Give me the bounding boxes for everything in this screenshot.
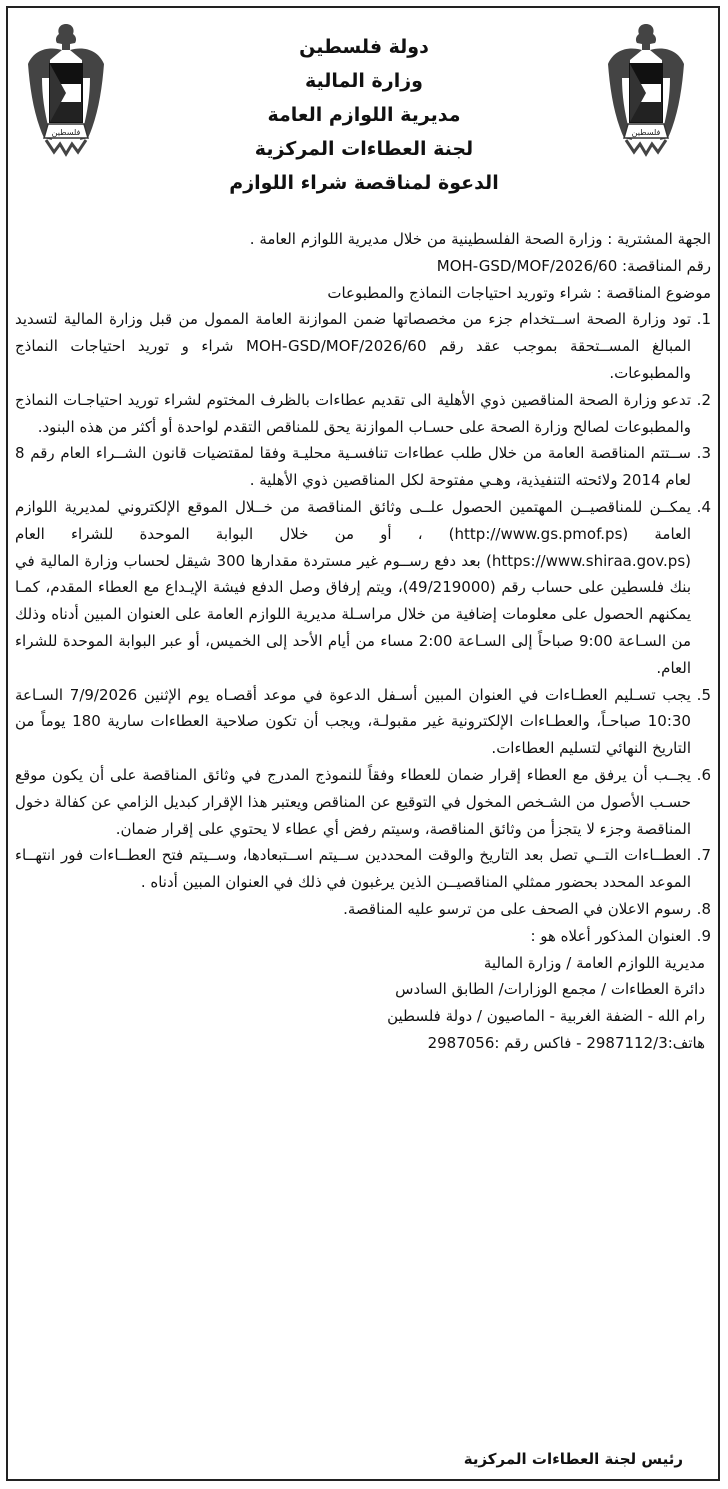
list-item [15, 440, 711, 494]
item-number: 3. [696, 444, 711, 463]
item-number: 1. [696, 310, 711, 329]
palestine-emblem-right [606, 20, 686, 158]
header-invitation-title: الدعوة لمناقصة شراء اللوازم [229, 172, 499, 194]
purchaser-line: الجهة المشترية : وزارة الصحة الفلسطينية من خلال مديرية اللوازم العامة . [249, 230, 711, 248]
item-text: العنوان المذكور أعلاه هو : [530, 926, 691, 945]
item-number: 4. [696, 497, 711, 516]
list-item [15, 682, 711, 762]
document-header [150, 30, 578, 200]
item-text: تدعو وزارة الصحة المناقصين ذوي الأهلية الى تقديم عطاءات بالظرف المختوم لشراء توريد احتياجـات النماذج والمطبوعات لصالح وزارة الصحة على حسـاب الموازنة يحق للمناقص التقدم لواحدة أو أكثر من هذه البنود. [15, 390, 691, 436]
item-text: العطــاءات التــي تصل بعد التاريخ والوقت المحددين ســيتم اســتبعادها، وســيتم فتح العطــاءات فور انتهــاء الموعد المحدد بحضور ممثلي المناقصيــن الذين يرغبون في ذلك في العنوان المبين أدناه . [15, 846, 691, 892]
address-line-city: رام الله - الضفة الغربية - الماصيون / دولة فلسطين [387, 1007, 705, 1026]
item-text: ســتتم المناقصة العامة من خلال طلب عطاءات تنافسـية محليـة وفقا لمقتضيات قانون الشــراء العام رقم 8 لعام 2014 ولائحته التنفيذية، وهـي مفتوحة لكل المناقصين ذوي الأهلية . [15, 444, 691, 490]
list-item [15, 306, 711, 386]
eagle-emblem-icon [26, 20, 106, 158]
list-item [15, 896, 711, 923]
item-text: يجــب أن يرفق مع العطاء إقرار ضمان للعطاء وفقاً للنموذج المدرج في وثائق المناقصة على أن يكون موقع حسـب الأصول من الشـخص المخول في التوقيع عن المناقص ويعتبر هذا الإقرار كبديل الزامي عن كفالة دخول المناقصة وجزء لا يتجزأ من وثائق المناقصة، وسيتم رفض أي عطاء لا يحتوي على إقرار ضمان. [15, 765, 691, 838]
list-item [15, 387, 711, 441]
item-text: تود وزارة الصحة اســتخدام جزء من مخصصاتها ضمن الموازنة العامة الممول من قبل وزارة المالية لتسديد المبالغ المســتحقة بموجب عقد رقم MOH-GSD/MOF/2026/60 شراء و توريد احتياجات النماذج والمطبوعات. [15, 310, 691, 382]
tender-number-label: رقم المناقصة: [622, 256, 711, 275]
address-line-directorate: مديرية اللوازم العامة / وزارة المالية [483, 953, 705, 972]
item-text: يمكــن للمناقصيــن المهتمين الحصول علــى وثائق المناقصة من خــلال الموقع الإلكتروني لمديرية اللوازم العامة (http://www.gs.pmof.ps) ، أو من خلال البوابة الموحدة للشراء العام (https://www.shiraa.gov.ps) بعد دفع رســوم غير مستردة مقدارها 300 شيقل لحساب وزارة المالية في بنك فلسطين على حساب رقم (49/219000)، ويتم إرفاق وصل الدفع فيشة الإيـداع مع العطاء المقدم، كمـا يمكنهم الحصول على معلومات إضافية من خلال مراسـلة مديرية اللوازم العامة على العنوان المبين أدناه وذلك من السـاعة 9:00 صباحاً إلى السـاعة 2:00 مساء من أيام الأحد إلى الخميس، أو عبر البوابة الموحدة للشراء العام. [15, 497, 691, 677]
address-line-department: دائرة العطاءات / مجمع الوزارات/ الطابق السادس [395, 980, 705, 999]
header-directorate: مديرية اللوازم العامة [267, 104, 461, 126]
list-item [15, 923, 711, 950]
item-text: يجب تسـليم العطـاءات في العنوان المبين أسـفل الدعوة في موعد أقصـاه يوم الإثنين 7/9/2026 السـاعة 10:30 صباحـاً، والعطـاءات الإلكترونية غير مقبولـة، ويجب أن تكون صلاحية العطاءات سارية 180 يوماً من التاريخ النهائي لتسليم العطاءات. [15, 685, 691, 758]
emblem-label: فلسطين [51, 128, 81, 137]
tender-body [15, 226, 711, 1057]
item-number: 6. [696, 765, 711, 784]
item-text: رسوم الاعلان في الصحف على من ترسو عليه المناقصة. [343, 899, 691, 918]
palestine-emblem-left [26, 20, 106, 158]
item-number: 2. [696, 390, 711, 409]
item-number: 9. [696, 926, 711, 945]
header-ministry: وزارة المالية [305, 70, 423, 92]
tender-number-line [15, 253, 711, 280]
list-item [15, 842, 711, 896]
subject-line: موضوع المناقصة : شراء وتوريد احتياجات النماذج والمطبوعات [327, 283, 711, 302]
emblem-label: فلسطين [631, 128, 661, 137]
list-item [15, 494, 711, 682]
header-committee: لجنة العطاءات المركزية [254, 138, 474, 160]
item-number: 7. [696, 846, 711, 865]
item-number: 8. [696, 899, 711, 918]
address-block [15, 950, 711, 1057]
list-item [15, 762, 711, 842]
tender-items-list [15, 306, 711, 949]
signature-line: رئيس لجنة العطاءات المركزية [463, 1450, 683, 1468]
address-line-phone-fax: هاتف:2987112/3 - فاكس رقم :2987056 [427, 1033, 705, 1052]
eagle-emblem-icon [606, 20, 686, 158]
item-number: 5. [696, 685, 711, 704]
header-state: دولة فلسطين [299, 36, 429, 58]
tender-number-value: MOH-GSD/MOF/2026/60 [436, 256, 618, 275]
